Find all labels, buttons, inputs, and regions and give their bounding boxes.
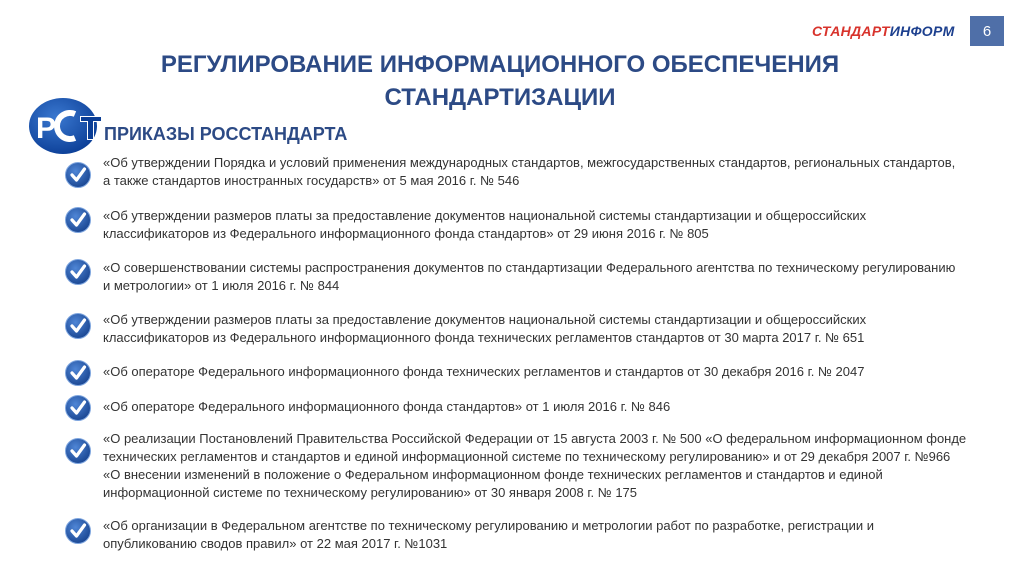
order-item-5	[103, 363, 1015, 381]
order-text-line: «О совершенствовании системы распространения документов по стандартизации Федерального агентства по техническому регулированию	[103, 260, 956, 275]
svg-text:Р: Р	[36, 112, 57, 145]
order-text-line: «О реализации Постановлений Правительства Российской Федерации от 15 августа 2003 г. № 500 «О федеральном информационном фонде	[103, 431, 967, 446]
checkmark-icon	[64, 206, 92, 234]
order-text-line: и метрологии» от 1 июля 2016 г. № 844	[103, 278, 340, 293]
page-number: 6	[970, 16, 1004, 46]
order-item-1	[103, 154, 1015, 190]
checkmark-icon	[64, 517, 92, 545]
order-text-line: классификаторов из Федерального информационного фонда технических регламентов стандартов от 30 марта 2017 г. № 651	[103, 330, 865, 345]
section-subtitle: ПРИКАЗЫ РОССТАНДАРТА	[104, 124, 348, 144]
page-title-line1: РЕГУЛИРОВАНИЕ ИНФОРМАЦИОННОГО ОБЕСПЕЧЕНИЯ	[160, 51, 840, 78]
order-text-line: «О внесении изменений в положение о Федеральном информационном фонде технических регламентов и стандартов и единой	[103, 467, 883, 482]
order-text-line: а также стандартов иностранных государств» от 5 мая 2016 г. № 546	[103, 173, 520, 188]
rst-logo-icon	[28, 96, 102, 156]
order-text-line: «Об операторе Федерального информационного фонда технических регламентов и стандартов от 30 декабря 2016 г. № 2047	[103, 364, 865, 379]
brand-part1: СТАНДАРТ	[812, 23, 890, 39]
checkmark-icon	[64, 312, 92, 340]
checkmark-icon	[64, 437, 92, 465]
order-text-line: информационной системе по техническому регулированию» от 30 января 2008 г. № 175	[103, 485, 638, 500]
order-item-8	[103, 517, 1015, 553]
order-text-line: «Об операторе Федерального информационного фонда стандартов» от 1 июля 2016 г. № 846	[103, 399, 671, 414]
page-title-line2: СТАНДАРТИЗАЦИИ	[384, 84, 616, 111]
brand-part2: ИНФОРМ	[889, 23, 955, 39]
order-item-4	[103, 311, 1015, 347]
checkmark-icon	[64, 258, 92, 286]
order-text-line: «Об утверждении Порядка и условий применения международных стандартов, межгосударственных стандартов, региональных стандартов,	[103, 155, 956, 170]
order-text-line: технических регламентов и стандартов и единой информационной системе по техническому регулированию» и от 29 декабря 2007 г. №966	[103, 449, 951, 464]
order-item-2	[103, 207, 1015, 243]
order-item-6	[103, 398, 1015, 416]
standartinform-logo	[812, 23, 955, 39]
order-text-line: «Об утверждении размеров платы за предоставление документов национальной системы стандартизации и общероссийских	[103, 208, 867, 223]
checkmark-icon	[64, 161, 92, 189]
order-item-3	[103, 259, 1015, 295]
page-title	[150, 48, 850, 114]
checkmark-icon	[64, 394, 92, 422]
order-text-line: «Об утверждении размеров платы за предоставление документов национальной системы стандартизации и общероссийских	[103, 312, 867, 327]
checkmark-icon	[64, 359, 92, 387]
order-text-line: опубликованию сводов правил» от 22 мая 2017 г. №1031	[103, 536, 448, 551]
order-text-line: «Об организации в Федеральном агентстве по техническому регулированию и метрологии работ по разработке, регистрации и	[103, 518, 874, 533]
order-text-line: классификаторов из Федерального информационного фонда стандартов» от 29 июня 2016 г. № 805	[103, 226, 709, 241]
order-item-7	[103, 430, 1015, 502]
